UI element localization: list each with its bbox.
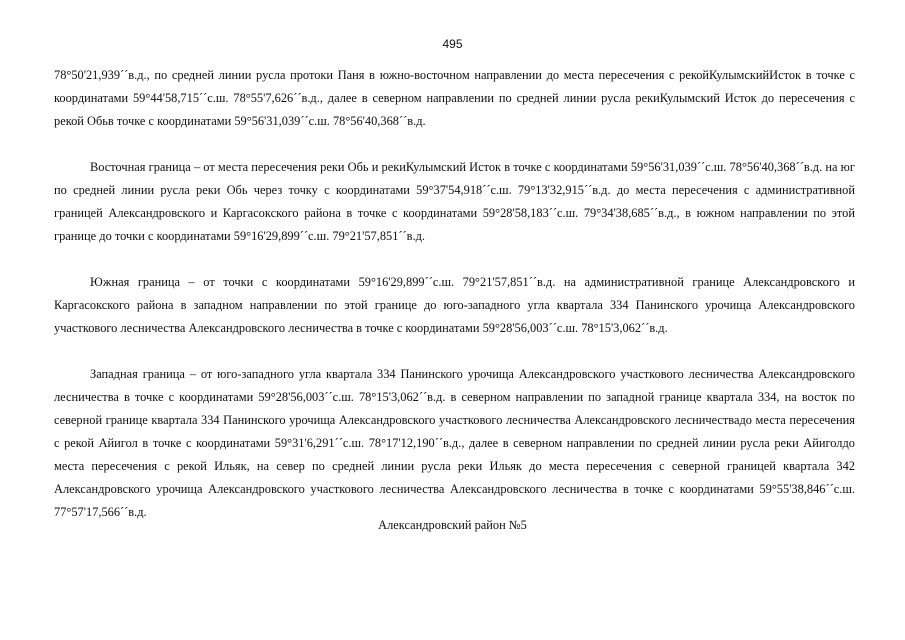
paragraph-southern-border: Южная граница – от точки с координатами 59°16'29,899´´с.ш. 79°21'57,851´´в.д. на административной границе Александровского и Каргасокского района в западном направлении по этой границе до юго-западного угла квартала 334 Панинского урочища Александровского участкового лесничества Александровского лесничества в точке с координатами 59°28'56,003´´с.ш. 78°15'3,062´´в.д. [54,275,855,335]
paragraph-western-border: Западная граница – от юго-западного угла квартала 334 Панинского урочища Александровского участкового лесничества Александровского лесничества в точке с координатами 59°28'56,003´´с.ш. 78°15'3,062´´в.д. в северном направлении по западной границе квартала 334, на восток по северной границе квартала 334 Панинского урочища Александровского участкового лесничества Александровского лесничествадо места пересечения с рекой Айигол в точке с координатами 59°31'6,291´´с.ш. 78°17'12,190´´в.д., далее в северном направлении по средней линии русла реки Айиголдо места пересечения с рекой Ильяк, на север по средней линии русла реки Ильяк до места пересечения с северной границей квартала 342 Александровского урочища Александровского участкового лесничества Александровского лесничества в точке с координатами 59°55'38,846´´с.ш. 77°57'17,566´´в.д. [54,367,855,519]
document-body [54,64,855,524]
paragraph-continuation: 78°50'21,939´´в.д., по средней линии русла протоки Паня в южно-восточном направлении до места пересечения с рекойКулымскийИсток в точке с координатами 59°44'58,715´´с.ш. 78°55'7,626´´в.д., далее в северном направлении по средней линии русла рекиКулымский Исток до пересечения с рекой Обьв точке с координатами 59°56'31,039´´с.ш. 78°56'40,368´´в.д. [54,68,855,128]
section-title: Александровский район №5 [378,518,527,532]
page-number: 495 [442,37,463,51]
paragraph-eastern-border: Восточная граница – от места пересечения реки Обь и рекиКулымский Исток в точке с координатами 59°56'31,039´´с.ш. 78°56'40,368´´в.д. на юг по средней линии русла реки Обь через точку с координатами 59°37'54,918´´с.ш. 79°13'32,915´´в.д. до места пересечения с административной границей Александровского и Каргасокского района в точке с координатами 59°28'58,183´´с.ш. 79°34'38,685´´в.д., в южном направлении по этой границе до точки с координатами 59°16'29,899´´с.ш. 79°21'57,851´´в.д. [54,160,855,243]
